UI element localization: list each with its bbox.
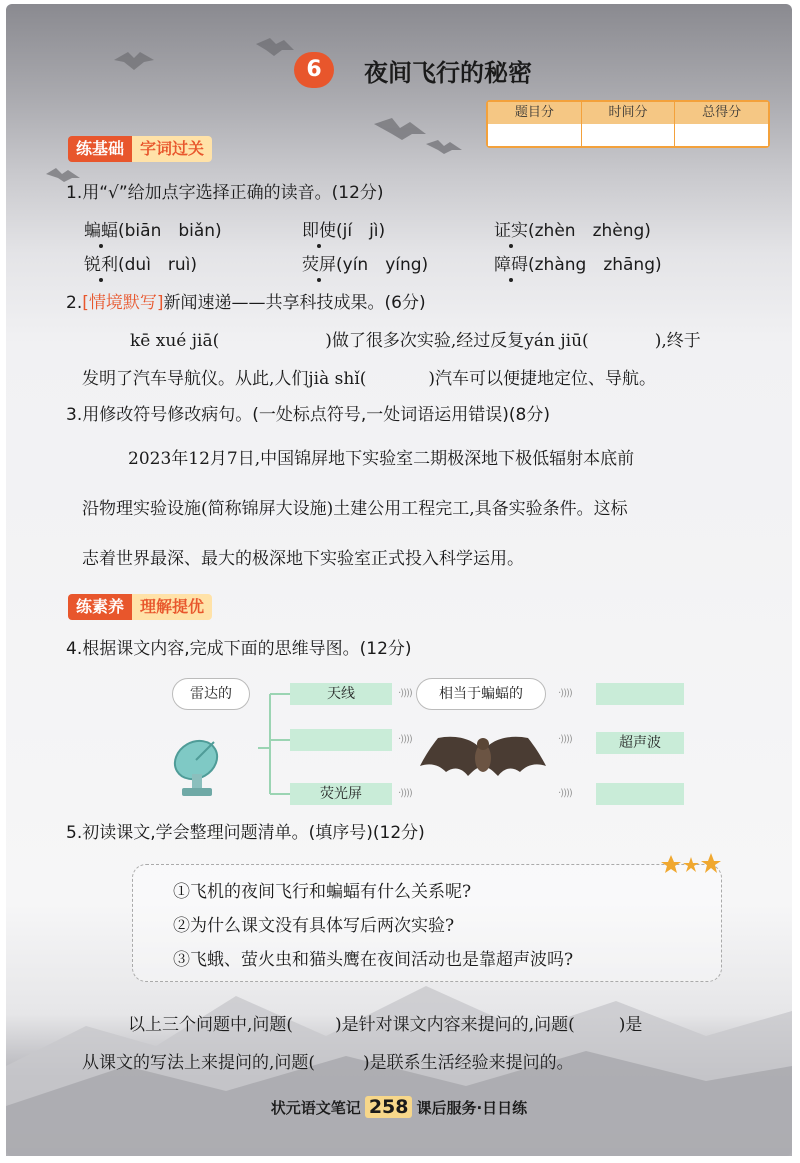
signal-waves-icon: ·)))) (398, 734, 412, 745)
q5-text: 以上三个问题中,问题( (128, 1015, 294, 1035)
q2-text: ),终于 (654, 331, 701, 351)
q5-para-line1 (128, 1010, 642, 1035)
q1-item-ruili (84, 250, 197, 275)
q5-text: )是 (618, 1015, 643, 1035)
q5-title: 5.初读课文,学会整理问题清单。(填序号)(12分) (66, 823, 425, 843)
q2-text: )做了很多次实验,经过反复 (325, 331, 525, 351)
score-cell-total[interactable] (675, 124, 768, 146)
section-tag-literacy-sub: 理解提优 (132, 594, 212, 620)
signal-waves-icon: ·)))) (558, 788, 572, 799)
q3-line1[interactable]: 2023年12月7日,中国锦屏地下实验室二期极深地下极低辐射本底前 (128, 449, 635, 469)
signal-waves-icon: ·)))) (398, 688, 412, 699)
question-list-box (132, 864, 722, 982)
section-tag-basics-label: 练基础 (68, 136, 132, 162)
q1-pinyin-options[interactable]: (zhèn zhèng) (528, 221, 651, 241)
lesson-title: 夜间飞行的秘密 (364, 59, 532, 87)
question-item-2: ②为什么课文没有具体写后两次实验? (173, 916, 455, 936)
q5-text: 从课文的写法上来提问的,问题( (82, 1053, 316, 1073)
box-antenna: 天线 (290, 683, 392, 705)
q2-line2 (82, 364, 656, 389)
bat-cloud: 相当于蝙蝠的 (416, 678, 546, 710)
q3-title: 3.用修改符号修改病句。(一处标点符号,一处词语运用错误)(8分) (66, 405, 550, 425)
signal-waves-icon: ·)))) (558, 688, 572, 699)
q2-title-row (66, 288, 426, 313)
q2-number: 2. (66, 293, 83, 313)
footer-series-name: 课后服务·日日练 (416, 1099, 528, 1117)
q1-pinyin-options[interactable]: (biān biǎn) (118, 221, 222, 241)
bat-icon (418, 726, 548, 790)
q1-pinyin-options[interactable]: (jí jì) (336, 221, 386, 241)
score-cell-question[interactable] (488, 124, 582, 146)
box-blank-right-2[interactable] (596, 783, 684, 805)
stars-icon (661, 853, 721, 877)
score-cell-time[interactable] (582, 124, 676, 146)
score-header-total: 总得分 (702, 105, 742, 120)
footer-book-name: 状元语文笔记 (270, 1099, 361, 1117)
question-item-1: ①飞机的夜间飞行和蝙蝠有什么关系呢? (173, 882, 472, 902)
q2-pinyin-jiashi: jià shǐ( (308, 369, 367, 389)
worksheet-page (6, 4, 792, 1156)
q1-word: 荧屏 (302, 255, 336, 275)
q1-item-bianfu (84, 216, 222, 241)
signal-waves-icon: ·)))) (398, 788, 412, 799)
q4-title: 4.根据课文内容,完成下面的思维导图。(12分) (66, 639, 412, 659)
box-blank-left[interactable] (290, 729, 392, 751)
mind-map (166, 672, 706, 812)
q1-word: 锐利 (84, 255, 118, 275)
q1-pinyin-options[interactable]: (yín yíng) (336, 255, 429, 275)
section-tag-basics (68, 136, 212, 162)
radar-cloud: 雷达的 (172, 678, 250, 710)
section-tag-basics-sub: 字词过关 (132, 136, 212, 162)
score-header-time: 时间分 (582, 102, 676, 124)
page-footer (6, 1096, 792, 1118)
q2-scene-tag: [情境默写] (82, 293, 164, 313)
q2-text: 发明了汽车导航仪。从此,人们 (82, 369, 309, 389)
section-tag-literacy-label: 练素养 (68, 594, 132, 620)
q1-item-jishi (302, 216, 385, 241)
q2-title: 新闻速递——共享科技成果。(6分) (163, 293, 426, 313)
q2-line1 (130, 326, 701, 351)
box-ultrasound: 超声波 (596, 732, 684, 754)
signal-waves-icon: ·)))) (558, 734, 572, 745)
lesson-number-badge: 6 (294, 52, 334, 88)
q1-word: 证实 (494, 221, 528, 241)
q1-word: 蝙蝠 (84, 221, 118, 241)
q5-text: )是针对课文内容来提问的,问题( (335, 1015, 575, 1035)
q3-line2[interactable]: 沿物理实验设施(简称锦屏大设施)土建公用工程完工,具备实验条件。这标 (82, 499, 628, 519)
q1-item-zhangai (494, 250, 662, 275)
question-item-3: ③飞蛾、萤火虫和猫头鹰在夜间活动也是靠超声波吗? (173, 950, 574, 970)
section-tag-literacy (68, 594, 212, 620)
q2-pinyin-kexuejia: kē xué jiā( (130, 331, 220, 351)
box-screen: 荧光屏 (290, 783, 392, 805)
q2-pinyin-yanjiu: yán jiū( (524, 331, 589, 351)
q5-text: )是联系生活经验来提问的。 (363, 1053, 574, 1073)
q5-para-line2 (82, 1048, 574, 1073)
q2-text: )汽车可以便捷地定位、导航。 (428, 369, 657, 389)
score-table (486, 100, 770, 148)
score-header-question: 题目分 (488, 102, 582, 124)
q1-title: 1.用“√”给加点字选择正确的读音。(12分) (66, 183, 384, 203)
q1-word: 障碍 (494, 255, 528, 275)
q1-pinyin-options[interactable]: (zhàng zhāng) (528, 255, 662, 275)
q1-pinyin-options[interactable]: (duì ruì) (118, 255, 198, 275)
box-blank-right-1[interactable] (596, 683, 684, 705)
q1-word: 即使 (302, 221, 336, 241)
page-number: 258 (365, 1096, 413, 1118)
q1-item-zhengshi (494, 216, 651, 241)
q3-line3[interactable]: 志着世界最深、最大的极深地下实验室正式投入科学运用。 (82, 549, 524, 569)
q1-item-yingping (302, 250, 428, 275)
